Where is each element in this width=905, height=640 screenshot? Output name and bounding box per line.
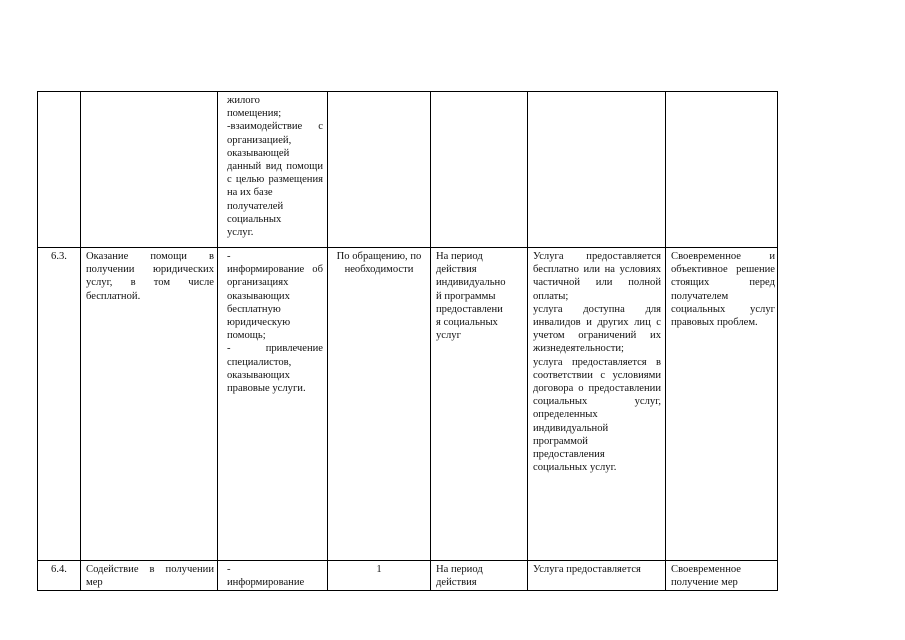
cell-63-content: - информирование об организациях оказывающих бесплатную юридическую помощь; - привлечение специалистов, оказывающих правовые услуги. (227, 251, 323, 395)
row-divider (38, 247, 777, 248)
cell-63-result: Своевременное и объективное решение стоящих перед получателем социальных услуг правовых проблем. (671, 251, 775, 329)
cell-64-result: Своевременное получение мер (671, 564, 741, 589)
cell-64-content: - информирование (227, 564, 305, 589)
cell-63-frequency: По обращению, по необходимости (336, 251, 422, 276)
row-divider (38, 560, 777, 561)
column-divider (527, 92, 528, 590)
column-divider (430, 92, 431, 590)
cell-64-number: 6.4. (51, 564, 67, 575)
cell-63-number: 6.3. (51, 251, 67, 262)
services-table (37, 91, 778, 591)
cell-64-period: На период действия (436, 564, 483, 589)
cell-63-period: На период действия индивидуально й программы предоставлени я социальных услуг (436, 251, 506, 342)
cell-top-content: жилого помещения; -взаимодействие с организацией, оказывающей данный вид помощи с целью размещения на их базе получателей социальных услуг. (227, 95, 323, 239)
column-divider (327, 92, 328, 590)
column-divider (217, 92, 218, 590)
cell-64-name: Содействие в получении мер (86, 564, 214, 589)
cell-63-conditions: Услуга предоставляется бесплатно или на условиях частичной или полной оплаты; услуга доступна для инвалидов и других лиц с учетом ограничений их жизнедеятельности; услуга предоставляется в соответствии с условиями договора о предоставлении социальных услуг, определенных индивидуальной программой предоставления социальных услуг. (533, 251, 661, 474)
column-divider (665, 92, 666, 590)
cell-63-name: Оказание помощи в получении юридических услуг, в том числе бесплатной. (86, 251, 214, 302)
cell-64-conditions: Услуга предоставляется (533, 564, 641, 575)
cell-64-frequency: 1 (376, 564, 382, 575)
column-divider (80, 92, 81, 590)
